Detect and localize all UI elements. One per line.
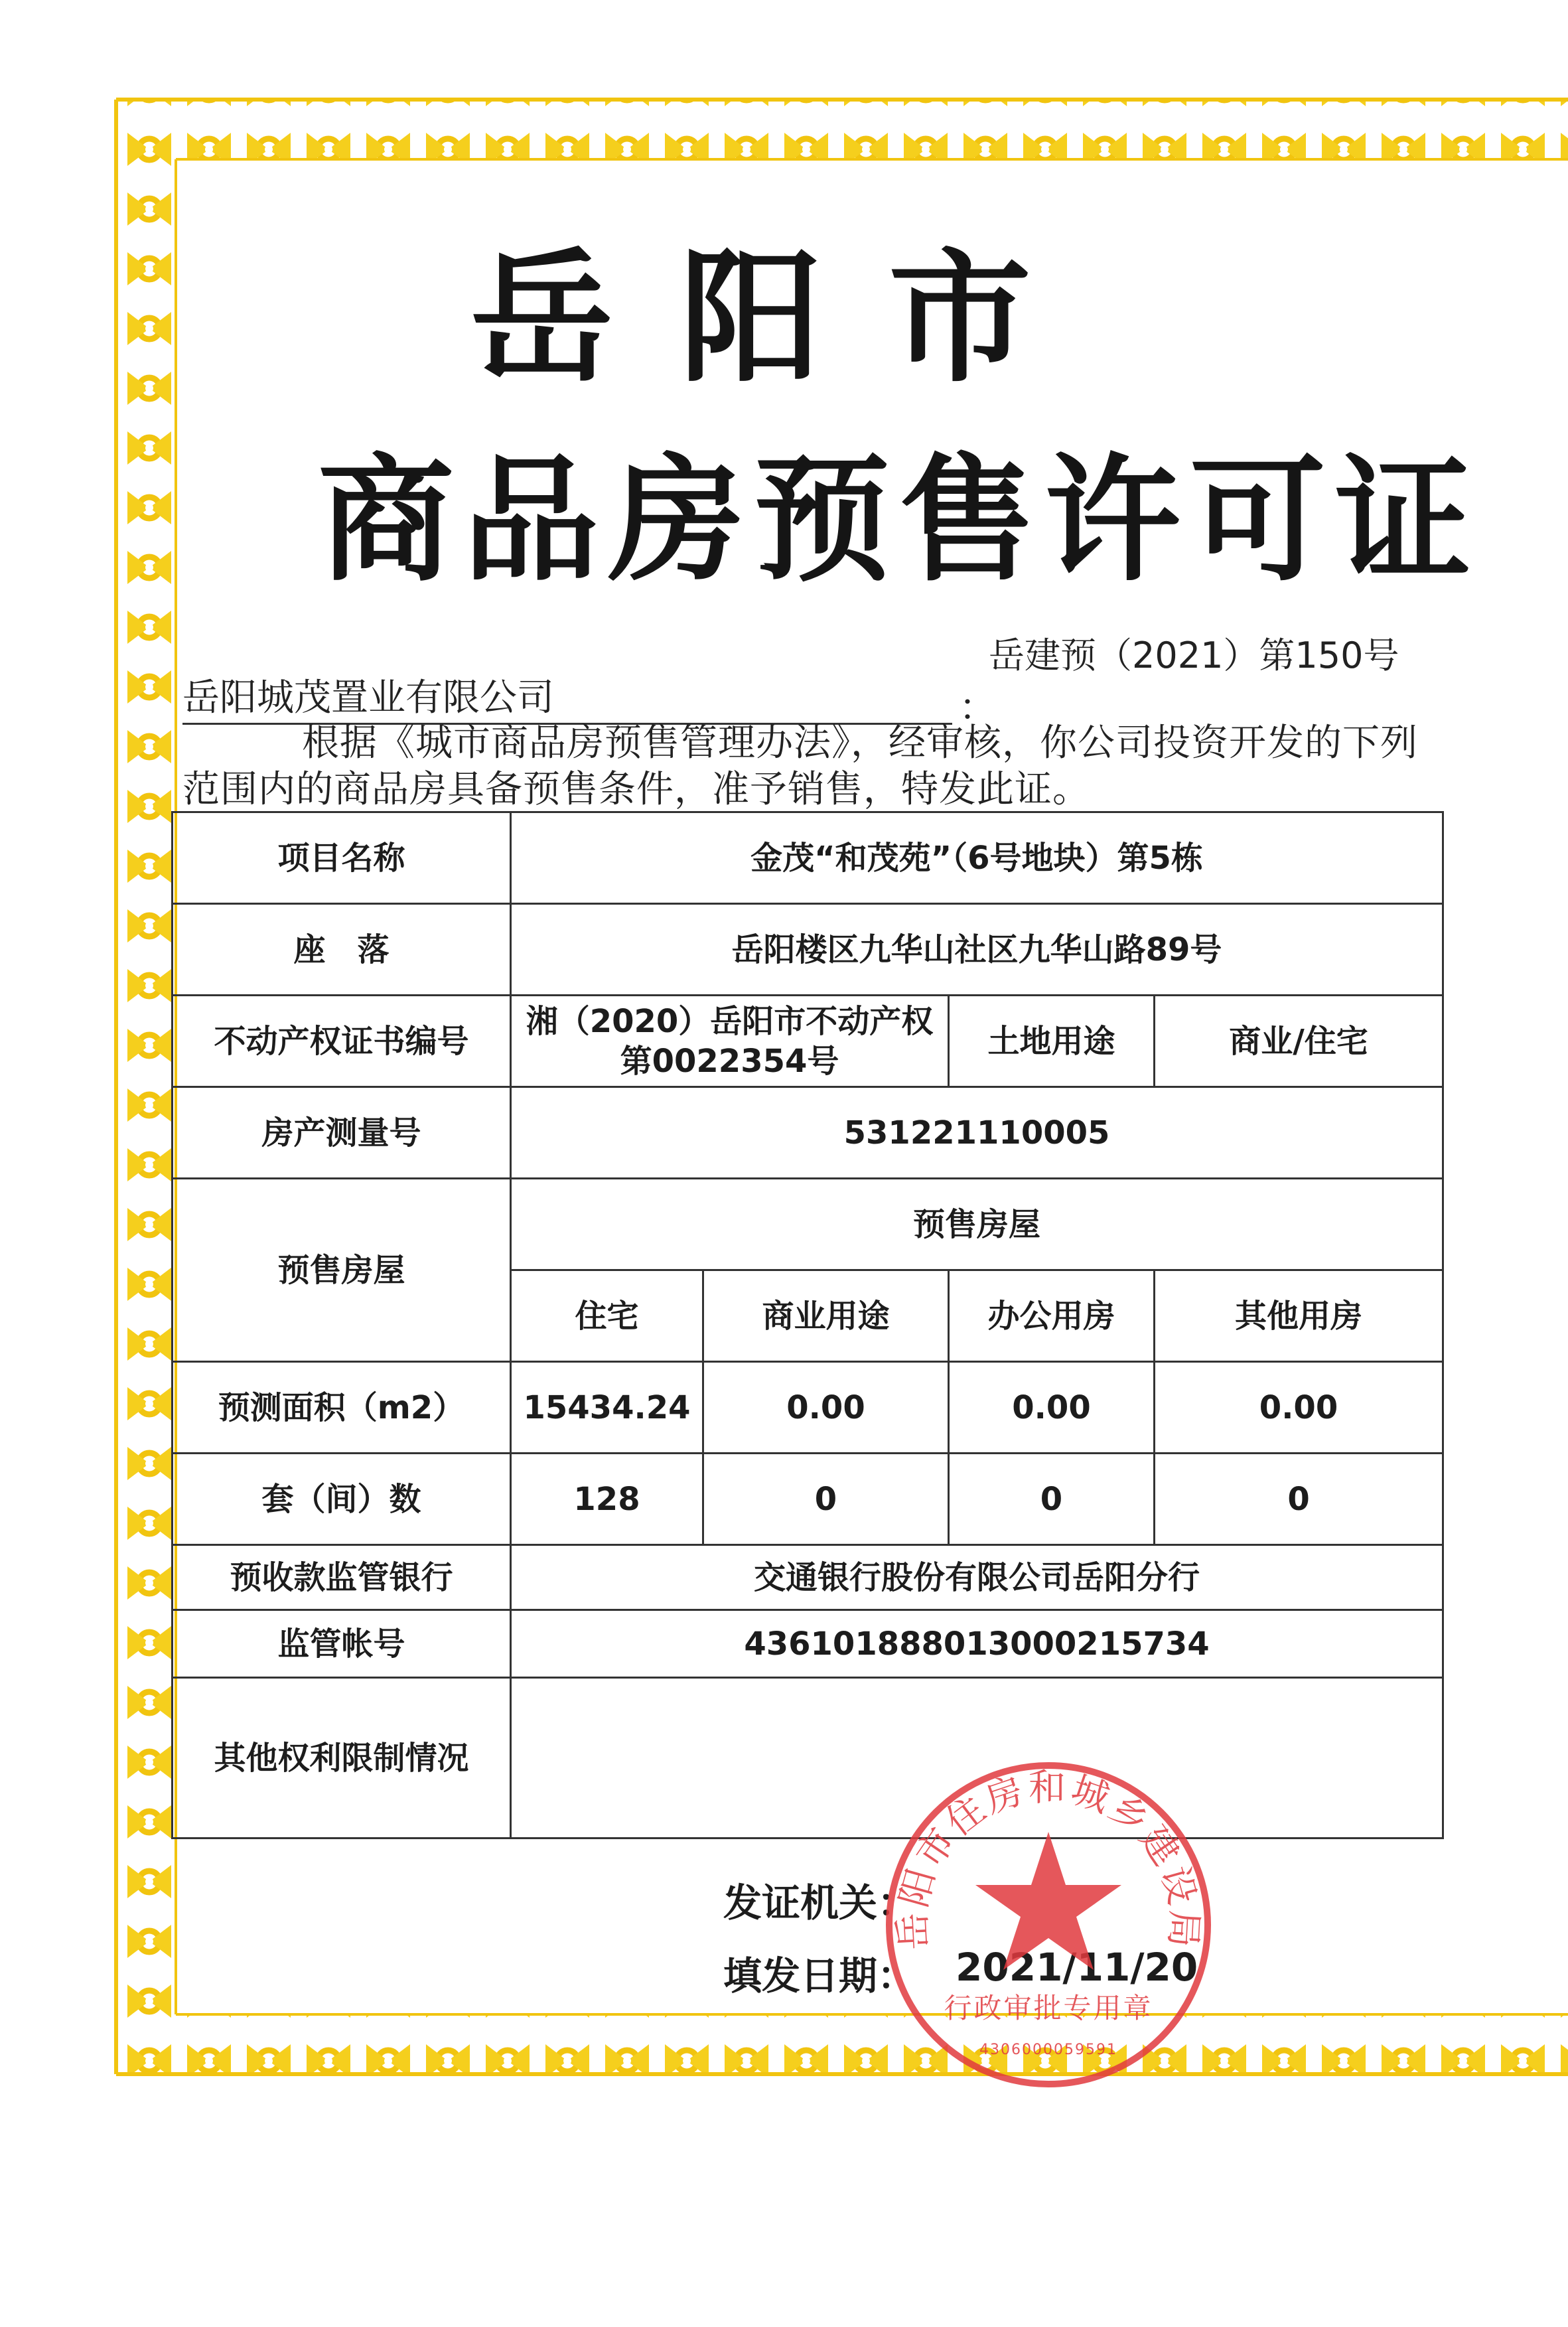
location-label: 座 落	[173, 904, 511, 996]
units-other: 0	[1155, 1454, 1443, 1545]
location-value: 岳阳楼区九华山社区九华山路89号	[511, 904, 1443, 996]
units-label: 套（间）数	[173, 1454, 511, 1545]
area-other: 0.00	[1155, 1362, 1443, 1454]
area-label: 预测面积（m2）	[173, 1362, 511, 1454]
table-row	[173, 1454, 1443, 1545]
company-colon: ：	[959, 686, 996, 729]
bank-value: 交通银行股份有限公司岳阳分行	[511, 1545, 1443, 1610]
table-row	[173, 904, 1443, 996]
bank-label: 预收款监管银行	[173, 1545, 511, 1610]
table-row	[173, 812, 1443, 904]
area-commercial: 0.00	[703, 1362, 949, 1454]
table-row	[173, 1087, 1443, 1179]
col-other: 其他用房	[1155, 1270, 1443, 1362]
table-row	[173, 1545, 1443, 1610]
official-seal	[876, 1752, 1221, 2097]
table-row	[173, 1362, 1443, 1454]
certificate-number: 岳建预（2021）第150号	[989, 635, 1399, 676]
star-icon	[975, 1832, 1121, 1970]
seal-bottom-text: 行政审批专用章	[944, 1992, 1153, 2024]
col-office: 办公用房	[949, 1270, 1155, 1362]
property-cert-value: 湘（2020）岳阳市不动产权第0022354号	[511, 996, 949, 1087]
presale-header: 预售房屋	[511, 1179, 1443, 1270]
account-label: 监管帐号	[173, 1610, 511, 1678]
project-name-label: 项目名称	[173, 812, 511, 904]
land-use-value: 商业/住宅	[1155, 996, 1443, 1087]
title-line1: 岳阳市	[470, 235, 1098, 402]
area-residential: 15434.24	[511, 1362, 703, 1454]
survey-no-value: 531221110005	[511, 1087, 1443, 1179]
table-row	[173, 996, 1443, 1087]
units-office: 0	[949, 1454, 1155, 1545]
table-row	[173, 1610, 1443, 1678]
basis-text: 根据《城市商品房预售管理办法》，经审核，你公司投资开发的下列范围内的商品房具备预售条件，准予销售，特发此证。	[182, 721, 1418, 811]
issuer-label: 发证机关：	[723, 1880, 916, 1925]
restrictions-label: 其他权利限制情况	[173, 1678, 511, 1839]
table-row	[173, 1179, 1443, 1270]
col-commercial: 商业用途	[703, 1270, 949, 1362]
date-label: 填发日期：	[723, 1953, 916, 1998]
project-name-value: 金茂“和茂苑”（6号地块）第5栋	[511, 812, 1443, 904]
company-name: 岳阳城茂置业有限公司	[182, 674, 952, 725]
area-office: 0.00	[949, 1362, 1155, 1454]
account-value: 436101888013000215734	[511, 1610, 1443, 1678]
permit-table	[171, 811, 1444, 1839]
units-commercial: 0	[703, 1454, 949, 1545]
seal-serial: 4306000059591	[979, 2042, 1117, 2058]
property-cert-label: 不动产权证书编号	[173, 996, 511, 1087]
col-residential: 住宅	[511, 1270, 703, 1362]
seal-top-text: 岳阳市住房和城乡建设局	[891, 1766, 1206, 1951]
title-line2: 商品房预售许可证	[318, 442, 1480, 600]
land-use-label: 土地用途	[949, 996, 1155, 1087]
presale-label: 预售房屋	[173, 1179, 511, 1362]
date-value: 2021/11/20	[956, 1945, 1198, 1990]
units-residential: 128	[511, 1454, 703, 1545]
table-row	[173, 1678, 1443, 1839]
survey-no-label: 房产测量号	[173, 1087, 511, 1179]
